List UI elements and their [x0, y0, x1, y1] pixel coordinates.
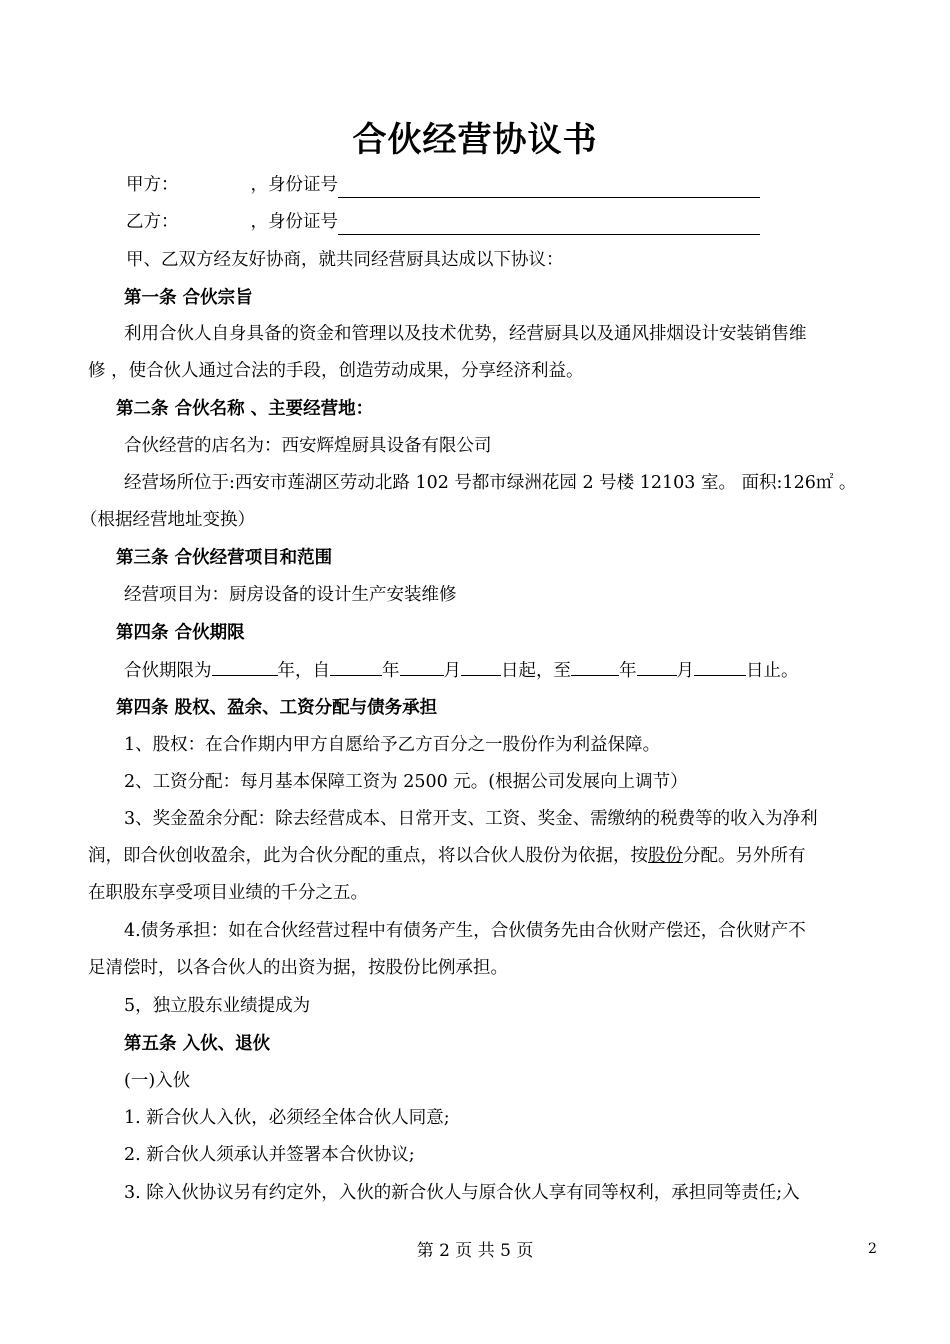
article-2-text-3: （根据经营地址变换）: [80, 510, 255, 530]
term-text-e: 日起，至: [501, 661, 571, 681]
article-4b-p4-line2: 足清偿时，以各合伙人的出资为据，按股份比例承担。: [88, 958, 508, 978]
p3-underlined-text: 股份: [648, 846, 683, 866]
term-text-g: 月: [676, 661, 694, 681]
article-5-item3: 3. 除入伙协议另有约定外，入伙的新合伙人与原合伙人享有同等权利，承担同等责任;入: [124, 1183, 800, 1203]
article-4b-p3-line2: [88, 843, 806, 869]
term-text-h: 日止。: [746, 661, 799, 681]
party-a-id-blank: [338, 177, 760, 198]
article-5-item2: 2. 新合伙人须承认并签署本合伙协议;: [124, 1145, 415, 1165]
article-5-heading: 第五条 入伙、退伙: [124, 1034, 271, 1054]
party-a-label: 甲方：: [126, 175, 179, 195]
article-1-text-1: 利用合伙人自身具备的资金和管理以及技术优势，经营厨具以及通风排烟设计安装销售维: [124, 324, 807, 344]
term-text-f: 年: [619, 661, 637, 681]
party-b-label: 乙方：: [126, 212, 179, 232]
party-b-id-label: ，身份证号: [250, 212, 338, 232]
p3-text-a: 润，即合伙创收盈余，此为合伙分配的重点，将以合伙人股份为依据，按: [88, 846, 648, 866]
intro-paragraph: 甲、乙双方经友好协商，就共同经营厨具达成以下协议：: [126, 250, 564, 270]
article-2-text-2: 经营场所位于:西安市莲湖区劳动北路 102 号都市绿洲花园 2 号楼 12103 室。 面积:126㎡ 。: [124, 473, 857, 493]
article-3-heading: 第三条 合伙经营项目和范围: [116, 548, 333, 568]
document-title: 合伙经营协议书: [352, 120, 598, 160]
end-month-blank: [637, 657, 677, 676]
article-2-text-1: 合伙经营的店名为：西安辉煌厨具设备有限公司: [124, 436, 492, 456]
start-year-blank: [330, 657, 382, 676]
article-3-text-1: 经营项目为：厨房设备的设计生产安装维修: [124, 585, 457, 605]
party-a-line: [126, 172, 760, 198]
article-4b-p1: 1、股权：在合作期内甲方自愿给予乙方百分之一股份作为利益保障。: [124, 735, 661, 755]
article-5-sub1: (一)入伙: [124, 1071, 191, 1091]
end-day-blank: [694, 657, 746, 676]
start-day-blank: [461, 657, 501, 676]
article-4b-p4-line1: 4.债务承担：如在合伙经营过程中有债务产生，合伙债务先由合伙财产偿还，合伙财产不: [124, 921, 806, 941]
p3-text-b: 分配。另外所有: [683, 846, 806, 866]
party-b-id-blank: [338, 214, 760, 235]
term-text-d: 月: [443, 661, 461, 681]
term-text-c: 年: [382, 661, 400, 681]
party-a-id-label: ，身份证号: [250, 175, 338, 195]
article-1-text-2: 修 ，使合伙人通过合法的手段，创造劳动成果，分享经济利益。: [88, 361, 584, 381]
party-b-line: [126, 209, 760, 235]
article-4b-p3-line1: 3、奖金盈余分配：除去经营成本、日常开支、工资、奖金、需缴纳的税费等的收入为净利: [124, 809, 818, 829]
article-4b-p2: 2、工资分配：每月基本保障工资为 2500 元。(根据公司发展向上调节）: [124, 772, 688, 792]
article-4-heading: 第四条 合伙期限: [116, 623, 245, 643]
page-number: 2: [868, 1241, 877, 1257]
end-year-blank: [571, 657, 619, 676]
article-4-term-line: [124, 657, 799, 684]
article-2-heading: 第二条 合伙名称 、主要经营地：: [116, 399, 374, 419]
article-5-item1: 1. 新合伙人入伙，必须经全体合伙人同意;: [124, 1108, 450, 1128]
article-4b-heading: 第四条 股权、盈余、工资分配与债务承担: [116, 698, 438, 718]
article-4b-p5: 5，独立股东业绩提成为: [124, 996, 311, 1016]
article-4b-p3-line3: 在职股东享受项目业绩的千分之五。: [88, 883, 368, 903]
term-text-a: 合伙期限为: [124, 661, 212, 681]
term-years-blank: [212, 657, 278, 676]
page-footer: 第 2 页 共 5 页: [416, 1241, 534, 1261]
term-text-b: 年，自: [277, 661, 330, 681]
article-1-heading: 第一条 合伙宗旨: [124, 288, 253, 308]
start-month-blank: [400, 657, 444, 676]
